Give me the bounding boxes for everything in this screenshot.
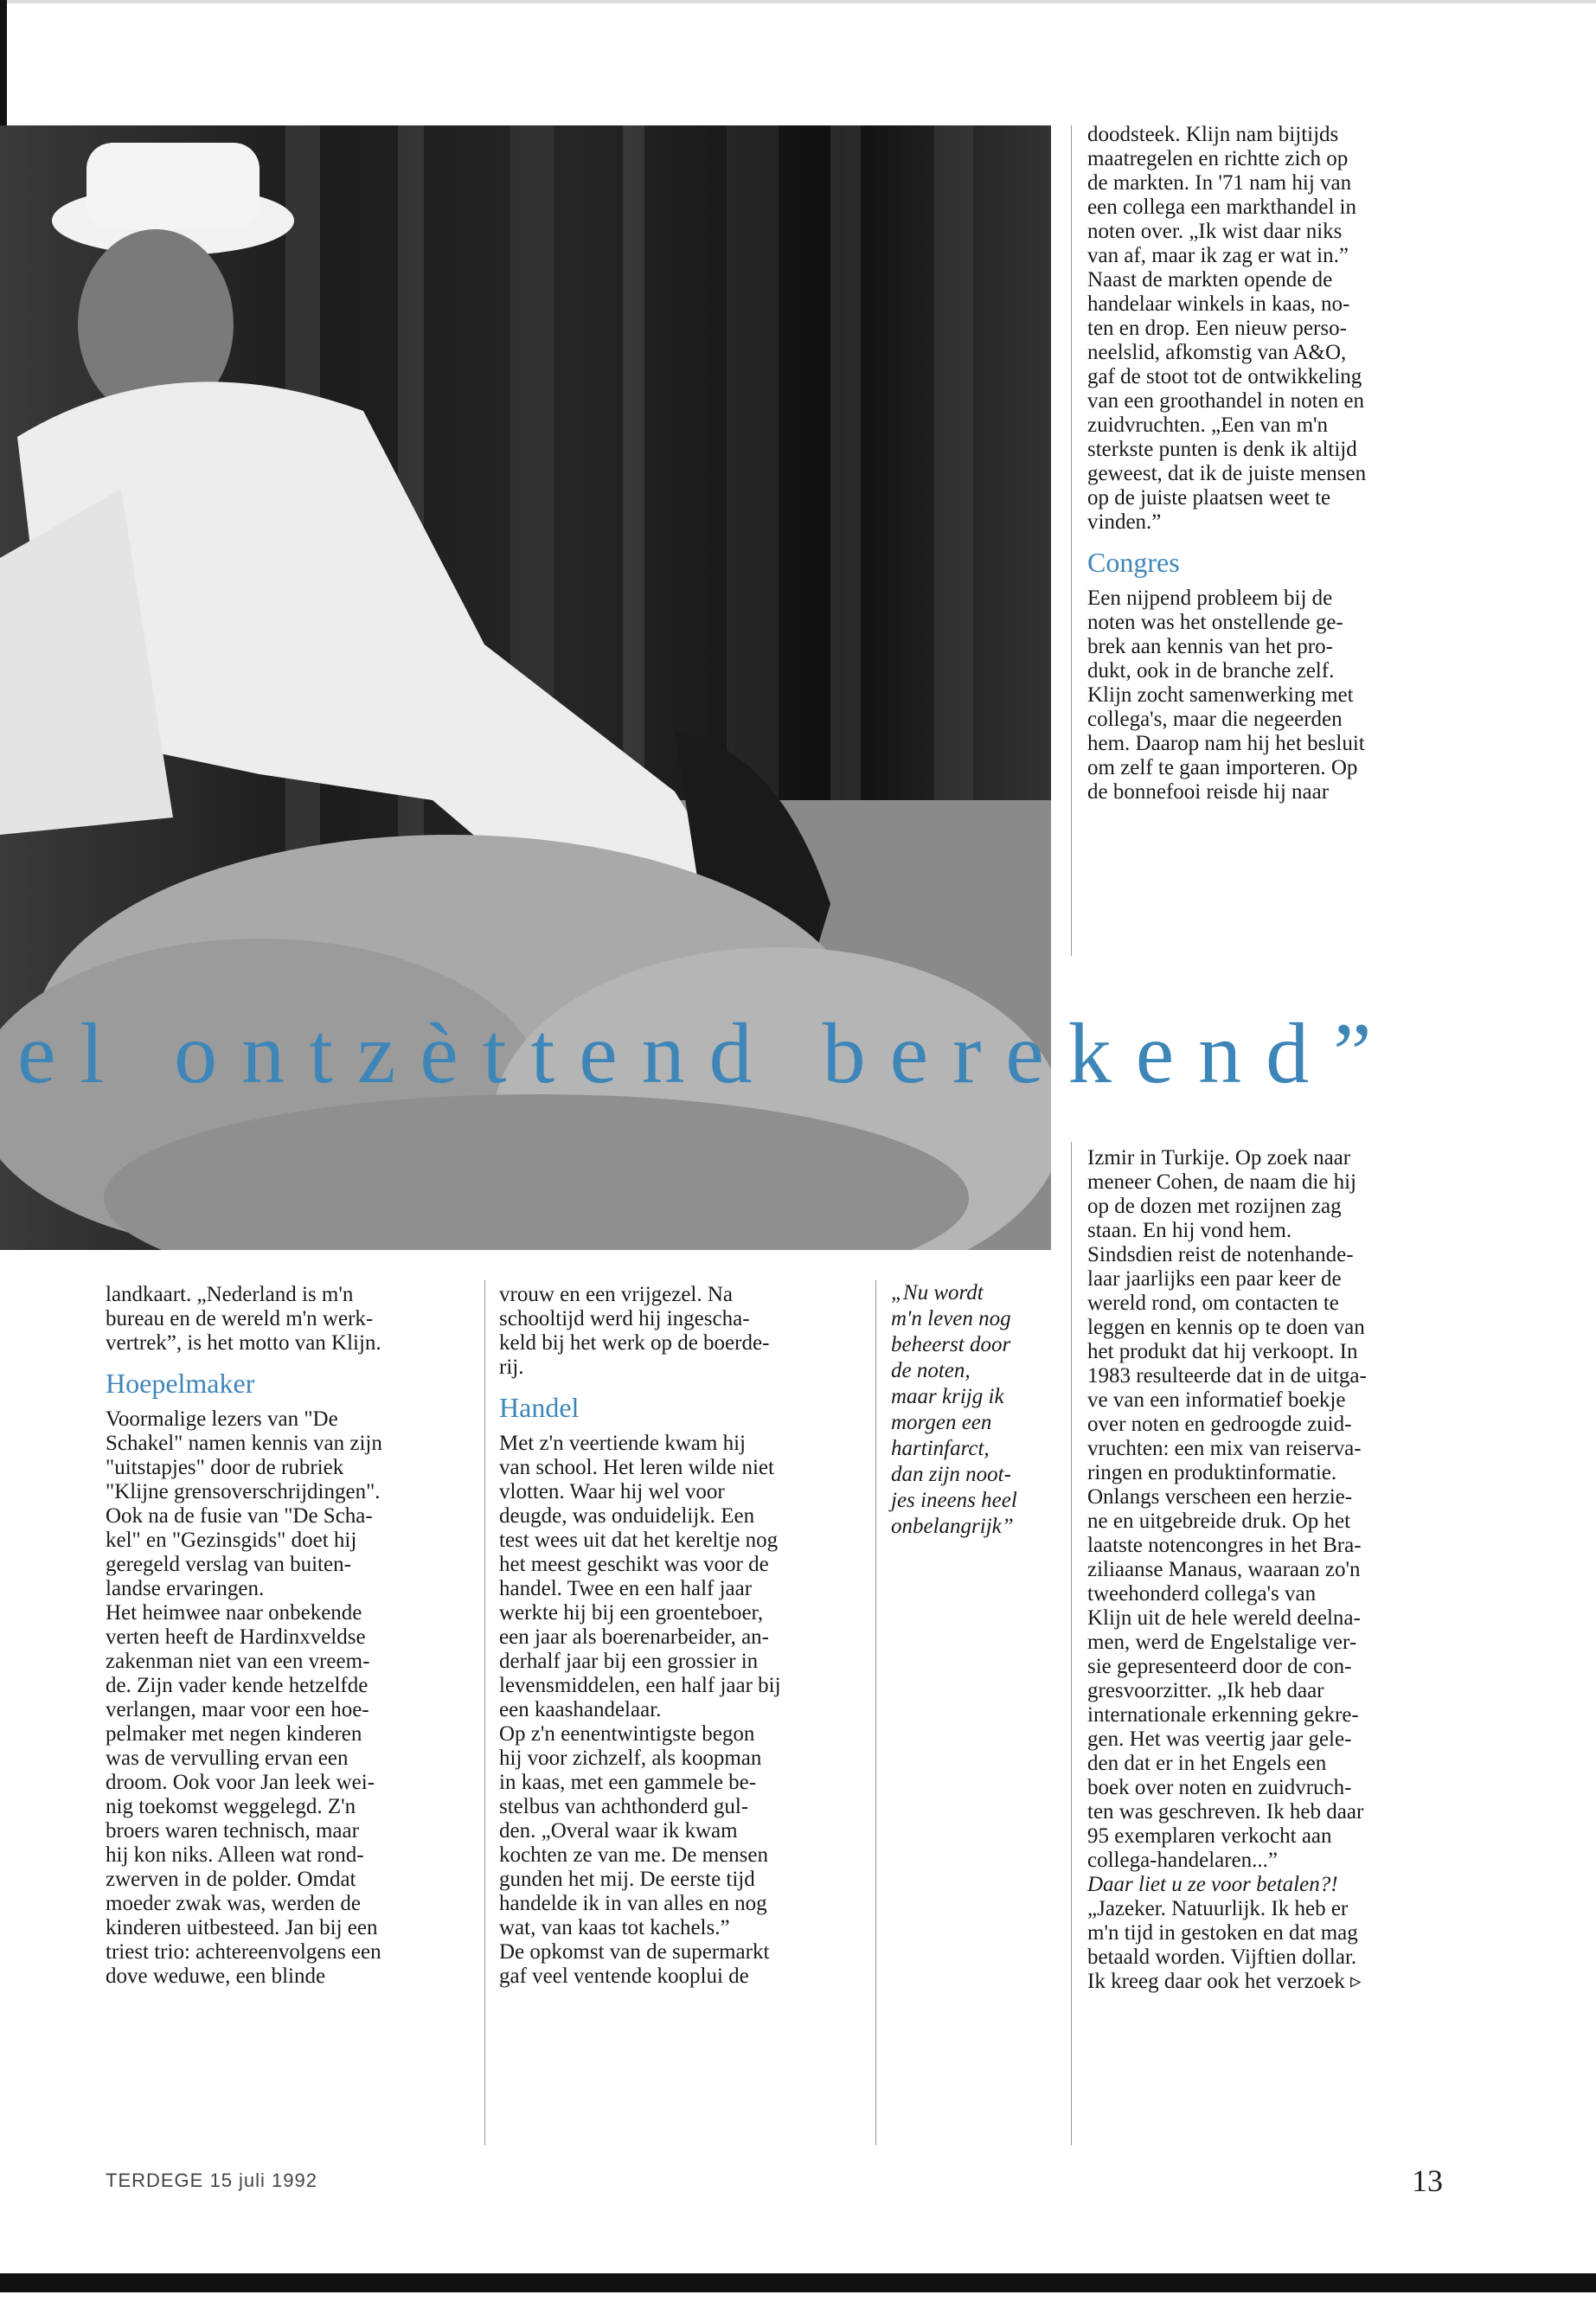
column-rule-3 — [1071, 125, 1072, 956]
text-line: brek aan kennis van het pro- — [1087, 635, 1333, 658]
text-line: van een groothandel in noten en — [1087, 389, 1365, 413]
text-line: geregeld verslag van buiten- — [106, 1553, 351, 1576]
text-line: dove weduwe, een blinde — [106, 1965, 326, 1988]
text-line: boek over noten en zuidvruch- — [1087, 1776, 1352, 1799]
text-line: pelmaker met negen kinderen — [106, 1722, 362, 1746]
section-heading-congres: Congres — [1087, 547, 1180, 578]
text-line: op de juiste plaatsen weet te — [1087, 486, 1331, 510]
text-line: gaf veel ventende kooplui de — [499, 1965, 749, 1988]
text-line: gresvoorzitter. „Ik heb daar — [1087, 1679, 1324, 1702]
text-line: het produkt dat hij verkoopt. In — [1087, 1340, 1358, 1363]
text-line: handelde ik in van alles en nog — [499, 1892, 767, 1915]
text-line: Met z'n veertiende kwam hij — [499, 1432, 746, 1455]
text-line: Op z'n eenentwintigste begon — [499, 1722, 755, 1746]
text-line: keld bij het werk op de boerde- — [499, 1331, 770, 1355]
text-line: meneer Cohen, de naam die hij — [1087, 1170, 1356, 1194]
italic-question-line: Daar liet u ze voor betalen?! — [1087, 1873, 1338, 1896]
text-line: landse ervaringen. — [106, 1577, 265, 1600]
quote-line: dan zijn noot- — [891, 1463, 1011, 1486]
text-line: Het heimwee naar onbekende — [106, 1601, 362, 1625]
text-line: kinderen uitbesteed. Jan bij een — [106, 1916, 378, 1939]
text-line: levensmiddelen, een half jaar bij — [499, 1674, 781, 1697]
text-line: wat, van kaas tot kachels.” — [499, 1916, 730, 1939]
bottom-scan-edge — [0, 2273, 1596, 2292]
quote-line: „Nu wordt — [891, 1281, 984, 1304]
quote-line: maar krijg ik — [891, 1385, 1004, 1408]
text-line: ten was geschreven. Ik heb daar — [1087, 1800, 1364, 1823]
text-line: de markten. In '71 nam hij van — [1087, 171, 1352, 195]
text-line: bureau en de wereld m'n werk- — [106, 1307, 374, 1330]
text-line: broers waren technisch, maar — [106, 1819, 359, 1843]
paragraph — [1087, 586, 1451, 804]
text-line: van school. Het leren wilde niet — [499, 1456, 774, 1479]
text-line: ne en uitgebreide druk. Op het — [1087, 1509, 1351, 1533]
text-line: stelbus van achthonderd gul- — [499, 1795, 749, 1818]
text-line: 1983 resulteerde dat in de uitga- — [1087, 1364, 1367, 1388]
text-line: ten en drop. Een nieuw perso- — [1087, 317, 1347, 340]
text-line: zakenman niet van een vreem- — [106, 1650, 370, 1673]
text-line: Klijn uit de hele wereld deelna- — [1087, 1606, 1361, 1630]
text-line: deugde, was onduidelijk. Een — [499, 1504, 755, 1528]
text-line: Ook na de fusie van "De Scha- — [106, 1504, 373, 1528]
text-line: in kaas, met een gammele be- — [499, 1771, 757, 1794]
text-line: betaald worden. Vijftien dollar. — [1087, 1945, 1357, 1969]
quote-line: jes ineens heel — [891, 1489, 1017, 1512]
text-line: triest trio: achtereenvolgens een — [106, 1940, 381, 1964]
text-line: nig toekomst weggelegd. Z'n — [106, 1795, 356, 1818]
quote-line: m'n leven nog — [891, 1307, 1011, 1330]
quote-line: de noten, — [891, 1359, 971, 1382]
text-line: neelslid, afkomstig van A&O, — [1087, 341, 1347, 364]
text-line: landkaart. „Nederland is m'n — [106, 1283, 354, 1306]
text-line: verten heeft de Hardinxveldse — [106, 1625, 366, 1649]
page-number: 13 — [1412, 2163, 1443, 2198]
text-line: was de vervulling ervan een — [106, 1747, 349, 1770]
section-heading-hoepelmaker: Hoepelmaker — [106, 1368, 255, 1399]
text-line: handel. Twee en een half jaar — [499, 1577, 753, 1600]
column-right-top — [1087, 123, 1451, 804]
text-line: 95 exemplaren verkocht aan — [1087, 1824, 1332, 1848]
text-line: hij kon niks. Alleen wat rond- — [106, 1843, 364, 1867]
text-line: "Klijne grensoverschrijdingen". — [106, 1480, 381, 1503]
text-line: sterkste punten is denk ik altijd — [1087, 438, 1357, 461]
text-line: den dat er in het Engels een — [1087, 1752, 1327, 1775]
text-line: test wees uit dat het kereltje nog — [499, 1529, 779, 1552]
quote-line: morgen een — [891, 1411, 992, 1434]
text-line: van af, maar ik zag er wat in.” — [1087, 244, 1349, 267]
text-line: internationale erkenning gekre- — [1087, 1703, 1359, 1727]
column-2 — [499, 1283, 845, 1989]
text-line: om zelf te gaan importeren. Op — [1087, 756, 1358, 779]
column-1 — [106, 1283, 462, 1989]
text-line: kochten ze van me. De mensen — [499, 1843, 768, 1867]
text-line: ziliaanse Manaus, waaraan zo'n — [1087, 1558, 1361, 1581]
text-line: ve van een informatief boekje — [1087, 1388, 1346, 1412]
text-line: kel" en "Gezinsgids" doet hij — [106, 1529, 357, 1552]
text-line: leggen en kennis op te doen van — [1087, 1316, 1365, 1339]
text-line: de. Zijn vader kende hetzelfde — [106, 1674, 369, 1697]
text-line: vinden.” — [1087, 510, 1162, 534]
text-line: maatregelen en richtte zich op — [1087, 147, 1349, 170]
text-line: Schakel" namen kennis van zijn — [106, 1432, 382, 1455]
text-line: gaf de stoot tot de ontwikkeling — [1087, 365, 1362, 388]
text-line: moeder zwak was, werden de — [106, 1892, 362, 1915]
text-line: zuidvruchten. „Een van m'n — [1087, 413, 1329, 437]
column-right-bottom — [1087, 1146, 1451, 1994]
text-line: sie gepresenteerd door de con- — [1087, 1655, 1352, 1678]
text-line: gunden het mij. De eerste tijd — [499, 1868, 755, 1891]
text-line: schooltijd werd hij ingescha- — [499, 1307, 750, 1330]
text-line: vruchten: een mix van reiserva- — [1087, 1437, 1362, 1460]
text-line: dukt, ook in de branche zelf. — [1087, 659, 1335, 683]
text-line: Onlangs verscheen een herzie- — [1087, 1485, 1353, 1509]
pull-quote — [891, 1280, 1060, 1540]
text-line: "uitstapjes" door de rubriek — [106, 1456, 344, 1479]
text-line: handelaar winkels in kaas, no- — [1087, 292, 1350, 316]
text-line: Voormalige lezers van "De — [106, 1407, 338, 1431]
text-line: den. „Overal waar ik kwam — [499, 1819, 738, 1843]
footer-publication: TERDEGE 15 juli 1992 — [106, 2170, 317, 2191]
text-line: collega's, maar die negeerden — [1087, 708, 1343, 731]
quote-line: hartinfarct, — [891, 1437, 990, 1460]
text-line: Klijn zocht samenwerking met — [1087, 683, 1354, 707]
section-heading-handel: Handel — [499, 1392, 580, 1423]
text-line: tweehonderd collega's van — [1087, 1582, 1317, 1606]
text-line: droom. Ook voor Jan leek wei- — [106, 1771, 375, 1794]
text-line: noten was het onstellende ge- — [1087, 611, 1343, 634]
text-line: Een nijpend probleem bij de — [1087, 586, 1333, 610]
text-line: laatste notencongres in het Bra- — [1087, 1534, 1362, 1557]
column-rule-4 — [1071, 1142, 1072, 2145]
paragraph — [1087, 123, 1451, 535]
text-line: rij. — [499, 1356, 524, 1379]
text-line: gen. Het was veertig jaar gele- — [1087, 1727, 1352, 1751]
quote-line: onbelangrijk” — [891, 1515, 1014, 1538]
text-line: staan. En hij vond hem. — [1087, 1219, 1292, 1242]
top-border — [0, 0, 1596, 3]
text-line: vrouw en een vrijgezel. Na — [499, 1283, 734, 1306]
text-line: een collega een markthandel in — [1087, 195, 1356, 219]
article-title: el ontzèttend berekend” — [17, 1005, 1396, 1101]
text-line: doodsteek. Klijn nam bijtijds — [1087, 123, 1339, 146]
text-line: over noten en gedroogde zuid- — [1087, 1413, 1352, 1436]
text-line: men, werd de Engelstalige ver- — [1087, 1631, 1357, 1654]
text-line: op de dozen met rozijnen zag — [1087, 1195, 1342, 1218]
text-line: Naast de markten opende de — [1087, 268, 1333, 292]
text-line: Izmir in Turkije. Op zoek naar — [1087, 1146, 1351, 1170]
text-line: Ik kreeg daar ook het verzoek ▹ — [1087, 1970, 1362, 1993]
text-line: een jaar als boerenarbeider, an- — [499, 1625, 769, 1649]
text-line: werkte hij bij een groenteboer, — [499, 1601, 764, 1625]
text-line: vlotten. Waar hij wel voor — [499, 1480, 725, 1503]
text-line: Sindsdien reist de notenhande- — [1087, 1243, 1354, 1266]
text-line: ringen en produktinformatie. — [1087, 1461, 1337, 1484]
quote-line: beheerst door — [891, 1333, 1011, 1356]
text-line: het meest geschikt was voor de — [499, 1553, 769, 1576]
text-line: „Jazeker. Natuurlijk. Ik heb er — [1087, 1897, 1349, 1920]
text-line: vertrek”, is het motto van Klijn. — [106, 1331, 381, 1355]
text-line: De opkomst van de supermarkt — [499, 1940, 770, 1964]
column-rule-2 — [875, 1280, 876, 2145]
text-line: noten over. „Ik wist daar niks — [1087, 220, 1343, 243]
text-line: geweest, dat ik de juiste mensen — [1087, 462, 1367, 485]
text-line: een kaashandelaar. — [499, 1698, 662, 1721]
text-line: zwerven in de polder. Omdat — [106, 1868, 356, 1891]
column-rule-1 — [484, 1280, 485, 2145]
text-line: laar jaarlijks een paar keer de — [1087, 1267, 1342, 1291]
text-line: hem. Daarop nam hij het besluit — [1087, 732, 1365, 755]
text-line: m'n tijd in gestoken en dat mag — [1087, 1921, 1358, 1945]
text-line: derhalf jaar bij een grossier in — [499, 1650, 759, 1673]
text-line: collega-handelaren...” — [1087, 1849, 1279, 1872]
text-line: hij voor zichzelf, als koopman — [499, 1747, 762, 1770]
text-line: wereld rond, om contacten te — [1087, 1292, 1339, 1315]
text-line: verlangen, maar voor een hoe- — [106, 1698, 369, 1721]
text-line: de bonnefooi reisde hij naar — [1087, 780, 1330, 804]
